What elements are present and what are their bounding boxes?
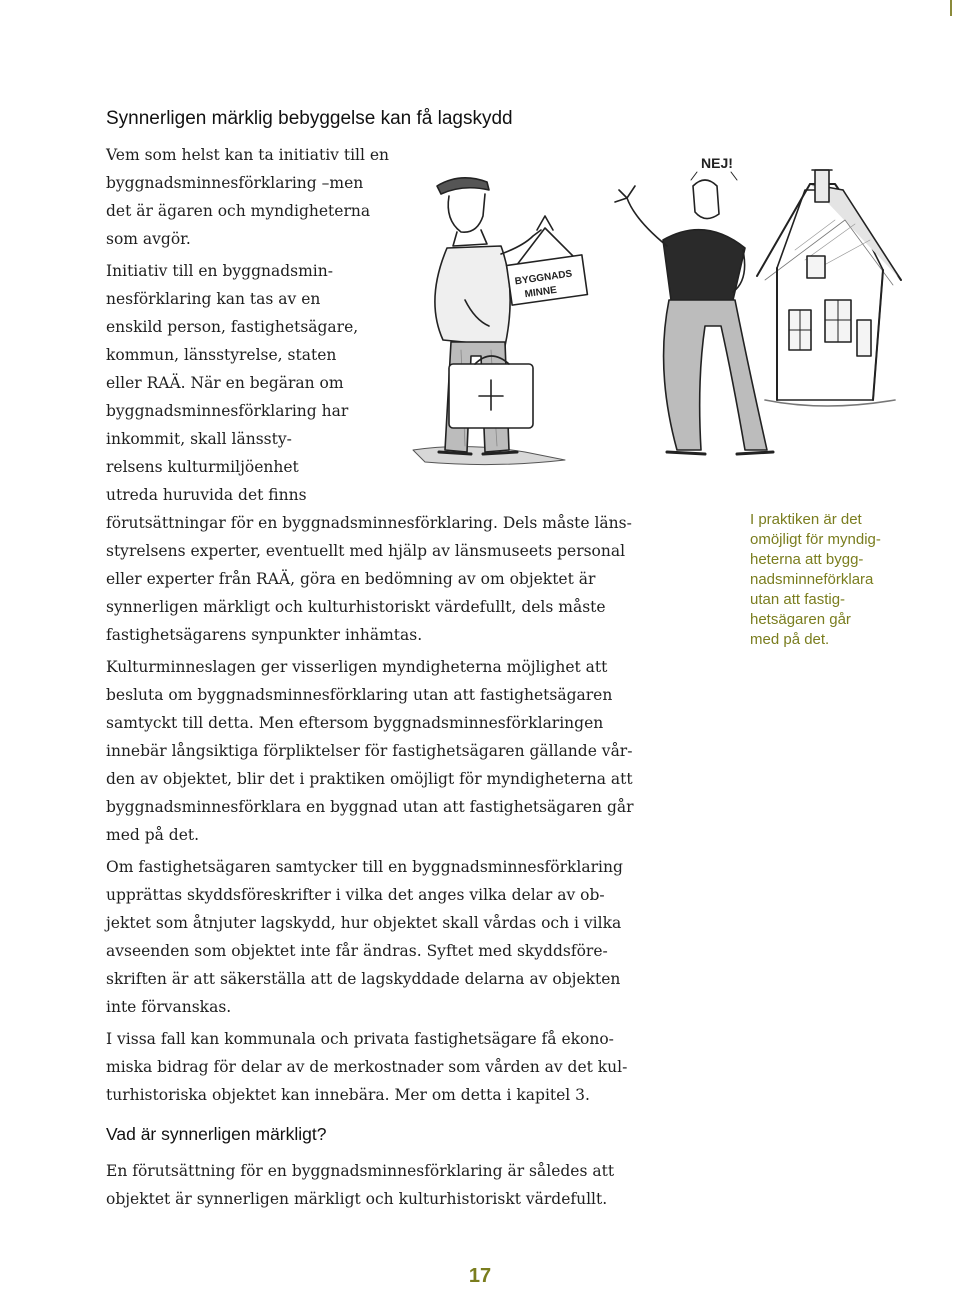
cartoon-illustration xyxy=(405,150,905,480)
text-line: fastighetsägarens synpunkter inhämtas. xyxy=(106,626,423,644)
house xyxy=(757,170,901,406)
text-line: Om fastighetsägaren samtycker till en byggnadsminnesförklaring xyxy=(106,858,623,876)
text-line: eller RAÄ. När en begäran om xyxy=(106,374,344,392)
text-line: upprättas skyddsföreskrifter i vilka det anges vilka delar av ob- xyxy=(106,886,605,904)
kulturminneslagen-paragraph xyxy=(106,653,634,849)
text-line: kommun, länsstyrelse, staten xyxy=(106,346,337,364)
page-number: 17 xyxy=(468,1265,492,1287)
sub-heading: Vad är synnerligen märkligt? xyxy=(106,1124,327,1144)
text-line: Initiativ till en byggnadsmin- xyxy=(106,262,333,280)
bidrag-paragraph xyxy=(106,1025,634,1109)
text-line: byggnadsminnesförklaring har xyxy=(106,402,349,420)
text-line: innebär långsiktiga förpliktelser för fastighetsägaren gällande vår- xyxy=(106,742,633,760)
briefcase xyxy=(449,356,533,428)
sidenote-line: nadsminneförklara xyxy=(750,571,874,588)
text-line: inte förvanskas. xyxy=(106,998,232,1016)
text-line: turhistoriska objektet kan innebära. Mer om detta i kapitel 3. xyxy=(106,1086,590,1104)
owner-figure xyxy=(615,155,773,454)
sidenote-line: hetsägaren går xyxy=(750,611,851,628)
text-line: miska bidrag för delar av de merkostnader som vården av det kul- xyxy=(106,1058,628,1076)
text-line: I vissa fall kan kommunala och privata fastighetsägare få ekono- xyxy=(106,1030,614,1048)
text-line: som avgör. xyxy=(106,230,191,248)
sidenote-line: omöjligt för myndig- xyxy=(750,531,881,548)
text-line: Vem som helst kan ta initiativ till en xyxy=(106,146,390,164)
text-line: med på det. xyxy=(106,826,200,844)
sidenote-line: utan att fastig- xyxy=(750,591,846,608)
main-heading: Synnerligen märklig bebyggelse kan få lagskydd xyxy=(106,108,513,129)
text-line: enskild person, fastighetsägare, xyxy=(106,318,359,336)
sidenote-line: med på det. xyxy=(750,631,830,648)
sidenote xyxy=(750,510,940,650)
text-line: nesförklaring kan tas av en xyxy=(106,290,321,308)
sign-text-1: BYGGNADS xyxy=(514,268,573,288)
text-line: relsens kulturmiljöenhet xyxy=(106,458,299,476)
text-line: byggnadsminnesförklaring –men xyxy=(106,174,364,192)
text-line: objektet är synnerligen märkligt och kulturhistoriskt värdefullt. xyxy=(106,1190,608,1208)
text-line: styrelsens experter, eventuellt med hjälp av länsmuseets personal xyxy=(106,542,626,560)
text-line: det är ägaren och myndigheterna xyxy=(106,202,371,220)
sign-text-2: MINNE xyxy=(524,284,558,301)
text-line: den av objektet, blir det i praktiken omöjligt för myndigheterna att xyxy=(106,770,633,788)
text-line: avseenden som objektet inte får ändras. Syftet med skyddsföre- xyxy=(106,942,608,960)
text-line: samtyckt till detta. Men eftersom byggnadsminnesförklaringen xyxy=(106,714,604,732)
crop-mark xyxy=(950,0,952,16)
text-line: förutsättningar för en byggnadsminnesförklaring. Dels måste läns- xyxy=(106,514,632,532)
sign xyxy=(507,216,588,305)
text-line: byggnadsminnesförklara en byggnad utan att fastighetsägaren går xyxy=(106,798,634,816)
text-line: Kulturminneslagen ger visserligen myndigheterna möjlighet att xyxy=(106,658,608,676)
sidenote-line: I praktiken är det xyxy=(750,511,862,528)
text-line: synnerligen märkligt och kulturhistoriskt värdefullt, dels måste xyxy=(106,598,606,616)
speech-text: NEJ! xyxy=(701,155,733,171)
text-line: skriften är att säkerställa att de lagskyddade delarna av objekten xyxy=(106,970,621,988)
sidenote-line: heterna att bygg- xyxy=(750,551,864,568)
text-line: jektet som åtnjuter lagskydd, hur objektet skall vårdas och i vilka xyxy=(106,914,622,932)
text-line: En förutsättning för en byggnadsminnesförklaring är således att xyxy=(106,1162,615,1180)
final-paragraph xyxy=(106,1157,614,1213)
samtycker-paragraph xyxy=(106,853,634,1021)
text-line: utreda huruvida det finns xyxy=(106,486,307,504)
text-line: besluta om byggnadsminnesförklaring utan att fastighetsägaren xyxy=(106,686,613,704)
text-line: eller experter från RAÄ, göra en bedömning av om objektet är xyxy=(106,570,596,588)
text-line: inkommit, skall länssty- xyxy=(106,430,292,448)
